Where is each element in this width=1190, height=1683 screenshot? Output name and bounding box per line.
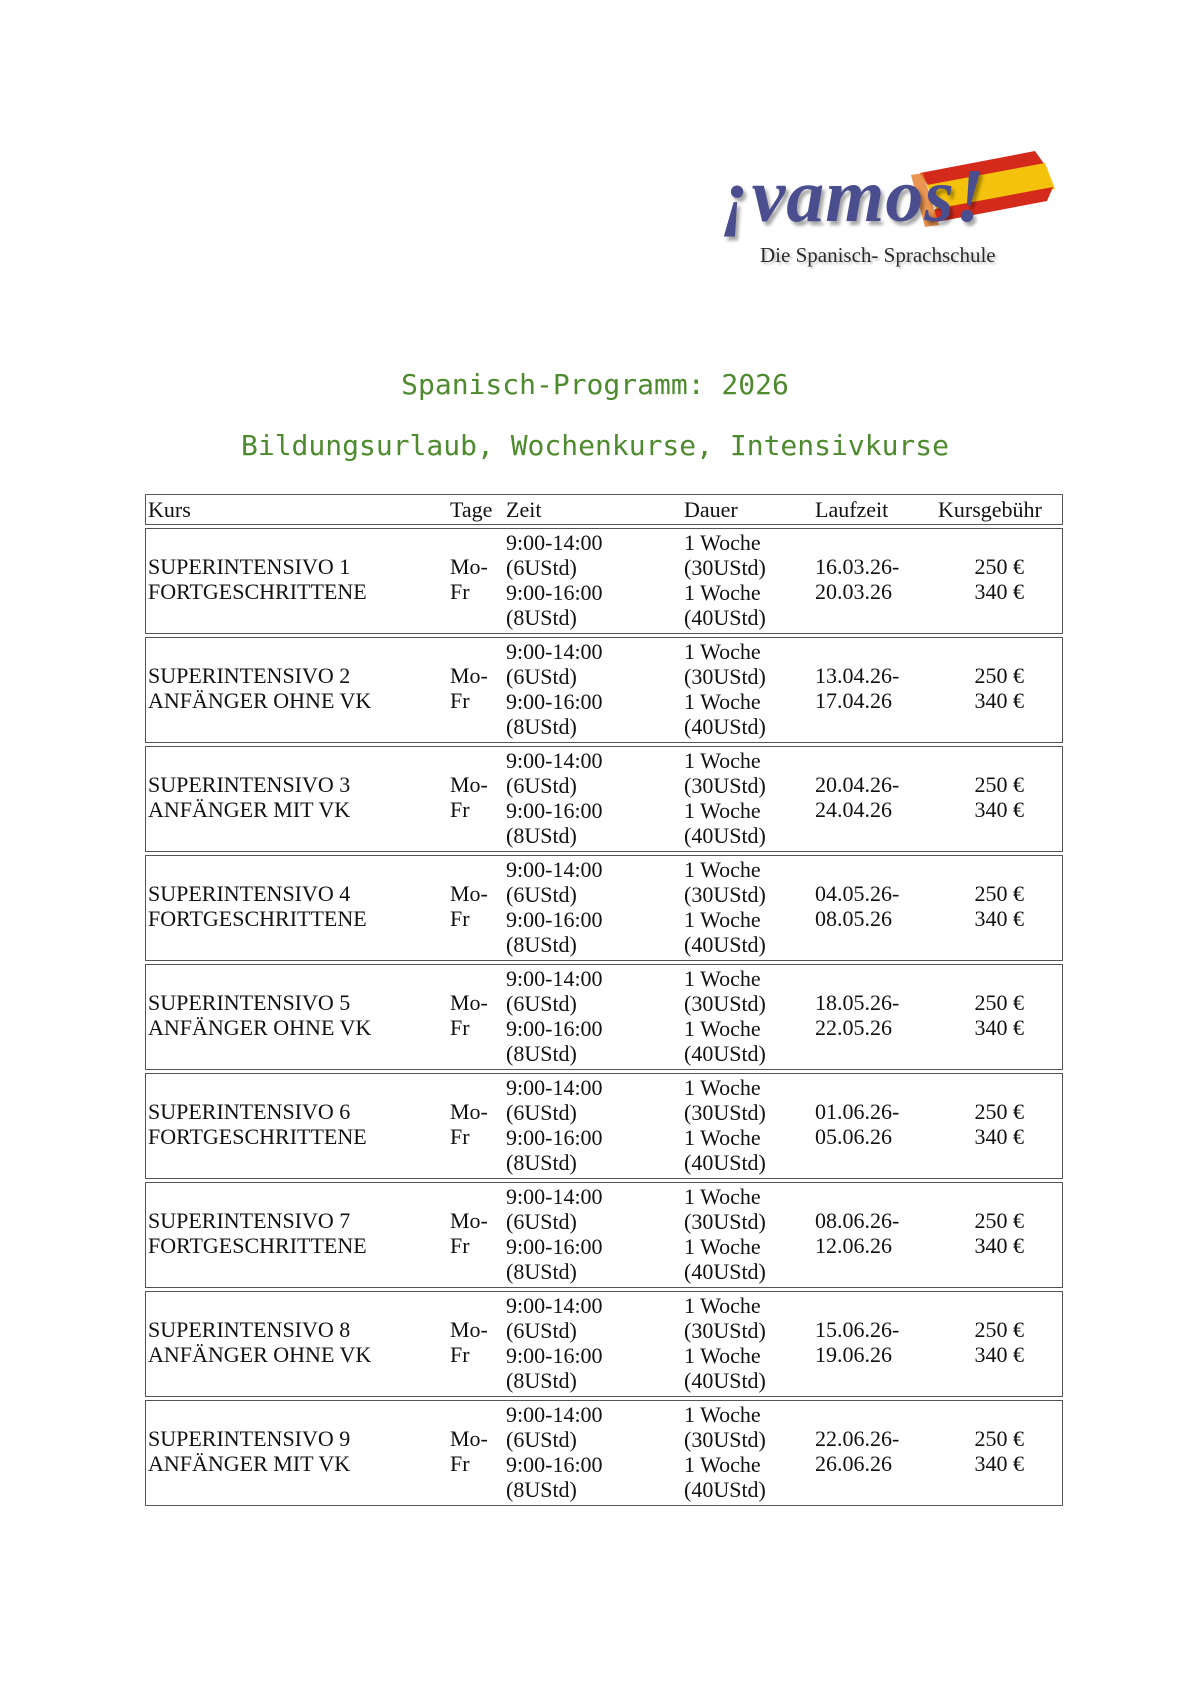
course-duration-line: (40UStd) [684, 1150, 766, 1175]
course-duration-line: 1 Woche [684, 1293, 761, 1318]
course-duration-line: (30UStd) [684, 882, 766, 907]
course-period-line: 16.03.26- [815, 554, 900, 579]
course-time-line: 9:00-16:00 [506, 1452, 603, 1477]
course-time-line: 9:00-14:00 [506, 1293, 603, 1318]
course-fee-line: 250 € [974, 1099, 1024, 1124]
table-row [145, 528, 1063, 634]
header-kursgebuehr: Kursgebühr [938, 497, 1042, 522]
page-title: Spanisch-Programm: 2026 [401, 368, 789, 401]
header-kurs: Kurs [148, 497, 191, 522]
course-name-line: ANFÄNGER MIT VK [148, 1451, 351, 1476]
course-duration-line: (40UStd) [684, 1368, 766, 1393]
course-period [815, 1208, 899, 1258]
course-period-line: 08.05.26 [815, 906, 892, 931]
course-days [450, 990, 488, 1040]
course-time [506, 530, 603, 630]
course-period-line: 04.05.26- [815, 881, 900, 906]
course-days [450, 663, 488, 713]
course-time-line: (6UStd) [506, 1318, 577, 1343]
course-period [815, 1317, 899, 1367]
course-days [450, 554, 488, 604]
page-subtitle: Bildungsurlaub, Wochenkurse, Intensivkurse [240, 429, 949, 462]
course-period-line: 19.06.26 [815, 1342, 892, 1367]
table-row [145, 1291, 1063, 1397]
course-fee [964, 772, 1024, 822]
course-fee-line: 250 € [974, 1208, 1024, 1233]
course-period-line: 18.05.26- [815, 990, 900, 1015]
course-time-line: (8UStd) [506, 605, 577, 630]
course-fee [964, 1426, 1024, 1476]
course-days-line: Fr [450, 1342, 470, 1367]
course-days-line: Mo- [450, 1208, 488, 1233]
course-time [506, 857, 603, 957]
course-fee-line: 250 € [974, 772, 1024, 797]
course-time-line: 9:00-16:00 [506, 1343, 603, 1368]
course-duration-line: 1 Woche [684, 1452, 761, 1477]
course-days [450, 1426, 488, 1476]
course-time-line: (8UStd) [506, 1150, 577, 1175]
course-days [450, 1099, 488, 1149]
course-period-line: 01.06.26- [815, 1099, 900, 1124]
table-row [145, 1073, 1063, 1179]
course-name-line: SUPERINTENSIVO 8 [148, 1317, 351, 1342]
course-period-line: 05.06.26 [815, 1124, 892, 1149]
course-period-line: 26.06.26 [815, 1451, 892, 1476]
course-time-line: (8UStd) [506, 1477, 577, 1502]
course-duration-line: 1 Woche [684, 857, 761, 882]
course-duration [684, 857, 766, 957]
course-fee-line: 340 € [974, 579, 1024, 604]
course-days-line: Mo- [450, 1317, 488, 1342]
course-duration [684, 966, 766, 1066]
course-fee-line: 340 € [974, 1015, 1024, 1040]
course-fee-line: 340 € [974, 1451, 1024, 1476]
course-duration [684, 1184, 766, 1284]
course-name [148, 881, 367, 931]
course-duration-line: (30UStd) [684, 1318, 766, 1343]
course-name-line: SUPERINTENSIVO 7 [148, 1208, 351, 1233]
course-time-line: (6UStd) [506, 1100, 577, 1125]
course-time-line: 9:00-14:00 [506, 530, 603, 555]
course-name-line: ANFÄNGER MIT VK [148, 797, 351, 822]
course-duration-line: (40UStd) [684, 823, 766, 848]
course-duration-line: (40UStd) [684, 1477, 766, 1502]
table-row [145, 1400, 1063, 1506]
course-days-line: Mo- [450, 990, 488, 1015]
course-days-line: Mo- [450, 663, 488, 688]
course-duration-line: (30UStd) [684, 555, 766, 580]
course-time-line: (8UStd) [506, 1368, 577, 1393]
course-period-line: 15.06.26- [815, 1317, 900, 1342]
course-time-line: 9:00-14:00 [506, 639, 603, 664]
course-days [450, 1317, 488, 1367]
course-fee [964, 881, 1024, 931]
course-fee-line: 340 € [974, 906, 1024, 931]
course-time-line: 9:00-16:00 [506, 1016, 603, 1041]
course-duration-line: 1 Woche [684, 1402, 761, 1427]
course-name [148, 1099, 367, 1149]
course-fee-line: 340 € [974, 1342, 1024, 1367]
course-period-line: 08.06.26- [815, 1208, 900, 1233]
course-fee-line: 250 € [974, 554, 1024, 579]
course-fee [964, 1208, 1024, 1258]
course-fee [964, 554, 1024, 604]
course-period [815, 881, 899, 931]
course-duration-line: (30UStd) [684, 991, 766, 1016]
course-days [450, 881, 488, 931]
table-row [145, 855, 1063, 961]
course-time [506, 1293, 603, 1393]
course-time-line: (6UStd) [506, 991, 577, 1016]
course-period-line: 20.03.26 [815, 579, 892, 604]
course-name [148, 554, 367, 604]
course-fee-line: 340 € [974, 1124, 1024, 1149]
course-table [145, 494, 1063, 1506]
course-duration-line: 1 Woche [684, 798, 761, 823]
course-days [450, 1208, 488, 1258]
course-time-line: 9:00-14:00 [506, 748, 603, 773]
course-time-line: (6UStd) [506, 773, 577, 798]
course-duration [684, 1293, 766, 1393]
course-period [815, 990, 899, 1040]
course-time-line: 9:00-16:00 [506, 1234, 603, 1259]
course-time-line: (8UStd) [506, 1259, 577, 1284]
course-days-line: Fr [450, 1124, 470, 1149]
course-name-line: ANFÄNGER OHNE VK [148, 1015, 372, 1040]
course-fee-line: 340 € [974, 688, 1024, 713]
course-days-line: Mo- [450, 554, 488, 579]
course-days-line: Mo- [450, 772, 488, 797]
table-header [145, 494, 1063, 525]
course-fee-line: 250 € [974, 881, 1024, 906]
course-time-line: (8UStd) [506, 714, 577, 739]
course-name [148, 772, 350, 822]
course-duration-line: 1 Woche [684, 1184, 761, 1209]
logo-subtitle: Die Spanisch- Sprachschule [760, 243, 996, 267]
course-duration-line: (30UStd) [684, 664, 766, 689]
course-period-line: 20.04.26- [815, 772, 900, 797]
course-name-line: FORTGESCHRITTENE [148, 1124, 367, 1149]
course-duration-line: (40UStd) [684, 605, 766, 630]
course-period-line: 22.05.26 [815, 1015, 892, 1040]
course-days-line: Fr [450, 1015, 470, 1040]
course-fee-line: 250 € [974, 1426, 1024, 1451]
course-name [148, 1208, 367, 1258]
course-days-line: Mo- [450, 881, 488, 906]
course-name [148, 1317, 371, 1367]
course-duration-line: 1 Woche [684, 966, 761, 991]
course-time [506, 1402, 603, 1502]
course-duration-line: 1 Woche [684, 1125, 761, 1150]
course-duration-line: (40UStd) [684, 932, 766, 957]
course-name [148, 990, 371, 1040]
course-fee-line: 340 € [974, 1233, 1024, 1258]
course-name-line: SUPERINTENSIVO 2 [148, 663, 351, 688]
table-row [145, 746, 1063, 852]
course-duration [684, 1402, 766, 1502]
course-time-line: 9:00-16:00 [506, 907, 603, 932]
course-time-line: (6UStd) [506, 1209, 577, 1234]
course-duration-line: (40UStd) [684, 1041, 766, 1066]
header-tage: Tage [450, 497, 493, 522]
course-period-line: 17.04.26 [815, 688, 892, 713]
course-time-line: (8UStd) [506, 1041, 577, 1066]
course-duration-line: 1 Woche [684, 1075, 761, 1100]
course-duration-line: 1 Woche [684, 1016, 761, 1041]
course-duration-line: 1 Woche [684, 689, 761, 714]
course-duration [684, 1075, 766, 1175]
course-days-line: Fr [450, 906, 470, 931]
course-time-line: 9:00-14:00 [506, 1184, 603, 1209]
course-name [148, 663, 371, 713]
course-fee-line: 250 € [974, 663, 1024, 688]
course-time-line: 9:00-14:00 [506, 966, 603, 991]
course-time-line: (8UStd) [506, 823, 577, 848]
course-duration [684, 530, 766, 630]
course-duration-line: 1 Woche [684, 1234, 761, 1259]
course-period-line: 12.06.26 [815, 1233, 892, 1258]
course-period [815, 663, 899, 713]
course-period [815, 554, 899, 604]
course-duration-line: 1 Woche [684, 748, 761, 773]
course-name-line: SUPERINTENSIVO 6 [148, 1099, 351, 1124]
course-duration-line: 1 Woche [684, 1343, 761, 1368]
course-days-line: Fr [450, 579, 470, 604]
course-time [506, 1075, 603, 1175]
course-duration-line: (30UStd) [684, 1209, 766, 1234]
course-days-line: Mo- [450, 1099, 488, 1124]
course-fee [964, 663, 1024, 713]
course-time-line: 9:00-14:00 [506, 857, 603, 882]
course-duration-line: 1 Woche [684, 639, 761, 664]
course-time [506, 748, 603, 848]
course-time-line: 9:00-16:00 [506, 580, 603, 605]
course-time-line: 9:00-16:00 [506, 689, 603, 714]
logo-wordmark: ¡vamos! [721, 154, 986, 238]
course-time [506, 966, 603, 1066]
course-time [506, 639, 603, 739]
course-duration-line: (30UStd) [684, 773, 766, 798]
school-logo [715, 145, 1055, 275]
table-row [145, 964, 1063, 1070]
course-name-line: FORTGESCHRITTENE [148, 579, 367, 604]
course-duration-line: (40UStd) [684, 1259, 766, 1284]
course-name-line: SUPERINTENSIVO 3 [148, 772, 351, 797]
course-days [450, 772, 488, 822]
course-duration-line: 1 Woche [684, 530, 761, 555]
table-row [145, 1182, 1063, 1288]
course-days-line: Mo- [450, 1426, 488, 1451]
course-duration-line: 1 Woche [684, 580, 761, 605]
course-fee [964, 990, 1024, 1040]
course-period [815, 772, 899, 822]
course-name [148, 1426, 350, 1476]
course-period-line: 24.04.26 [815, 797, 892, 822]
course-time-line: (8UStd) [506, 932, 577, 957]
course-period [815, 1426, 899, 1476]
course-fee [964, 1099, 1024, 1149]
course-days-line: Fr [450, 1451, 470, 1476]
course-name-line: ANFÄNGER OHNE VK [148, 688, 372, 713]
course-time [506, 1184, 603, 1284]
course-name-line: SUPERINTENSIVO 4 [148, 881, 351, 906]
header-dauer: Dauer [684, 497, 738, 522]
course-duration [684, 748, 766, 848]
course-days-line: Fr [450, 688, 470, 713]
course-fee-line: 250 € [974, 990, 1024, 1015]
course-duration-line: (40UStd) [684, 714, 766, 739]
course-fee-line: 340 € [974, 797, 1024, 822]
course-fee [964, 1317, 1024, 1367]
course-time-line: 9:00-16:00 [506, 1125, 603, 1150]
course-duration-line: (30UStd) [684, 1100, 766, 1125]
course-name-line: SUPERINTENSIVO 5 [148, 990, 351, 1015]
course-duration-line: 1 Woche [684, 907, 761, 932]
course-name-line: ANFÄNGER OHNE VK [148, 1342, 372, 1367]
course-days-line: Fr [450, 797, 470, 822]
course-name-line: SUPERINTENSIVO 9 [148, 1426, 351, 1451]
course-name-line: FORTGESCHRITTENE [148, 1233, 367, 1258]
course-name-line: SUPERINTENSIVO 1 [148, 554, 351, 579]
course-fee-line: 250 € [974, 1317, 1024, 1342]
course-time-line: (6UStd) [506, 882, 577, 907]
course-time-line: 9:00-14:00 [506, 1075, 603, 1100]
course-time-line: 9:00-16:00 [506, 798, 603, 823]
course-period [815, 1099, 899, 1149]
course-name-line: FORTGESCHRITTENE [148, 906, 367, 931]
course-duration-line: (30UStd) [684, 1427, 766, 1452]
course-time-line: (6UStd) [506, 1427, 577, 1452]
course-days-line: Fr [450, 1233, 470, 1258]
table-row [145, 637, 1063, 743]
header-zeit: Zeit [506, 497, 542, 522]
header-laufzeit: Laufzeit [815, 497, 889, 522]
course-time-line: (6UStd) [506, 664, 577, 689]
course-duration [684, 639, 766, 739]
course-time-line: (6UStd) [506, 555, 577, 580]
course-period-line: 22.06.26- [815, 1426, 900, 1451]
course-period-line: 13.04.26- [815, 663, 900, 688]
course-time-line: 9:00-14:00 [506, 1402, 603, 1427]
